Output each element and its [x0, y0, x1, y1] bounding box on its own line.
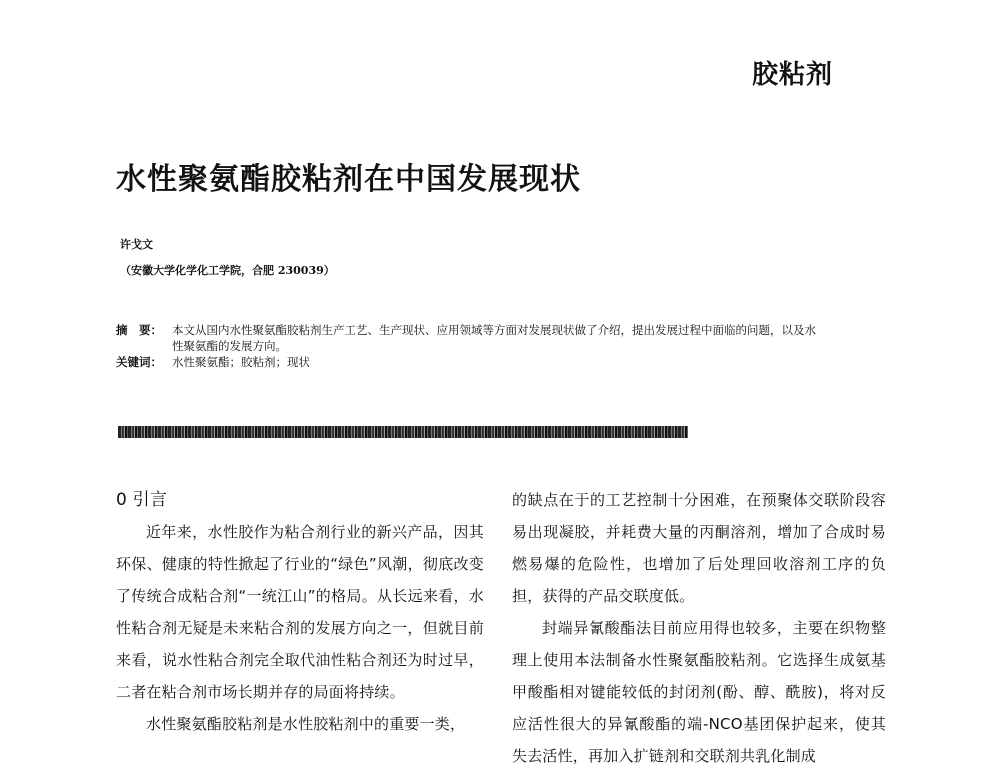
body-paragraph: 水性聚氨酯胶粘剂是水性胶粘剂中的重要一类， — [146, 715, 466, 733]
journal-section-label: 胶粘剂 — [752, 60, 834, 90]
author-name: 许戈文 — [120, 238, 153, 251]
body-column-left — [116, 484, 484, 740]
paper-title: 水性聚氨酯胶粘剂在中国发展现状 — [116, 162, 581, 197]
body-paragraph: 近年来，水性胶作为粘合剂行业的新兴产品，因其环保、健康的特性掀起了行业的“绿色”风潮，彻底改变了传统合成粘合剂“一统江山”的格局。从长远来看，水性粘合剂无疑是未来粘合剂的发展方向之一，但就目前来看，说水性粘合剂完全取代油性粘合剂还为时过早，二者在粘合剂市场长期并存的局面将持续。 — [116, 523, 484, 701]
section-heading: 0 引言 — [116, 490, 168, 510]
keywords-row — [116, 354, 816, 370]
body-paragraph: 的缺点在于的工艺控制十分困难，在预聚体交联阶段容易出现凝胶，并耗费大量的丙酮溶剂，增加了合成时易燃易爆的危险性，也增加了后处理回收溶剂工序的负担，获得的产品交联度低。 — [512, 491, 886, 605]
author-affiliation: （安徽大学化学化工学院，合肥 230039） — [120, 264, 335, 277]
section-divider-bar — [118, 426, 688, 438]
keywords-label: 关键词： — [116, 355, 162, 369]
abstract-label: 摘 要： — [116, 323, 162, 337]
abstract-block — [116, 322, 816, 370]
body-paragraph: 封端异氰酸酯法目前应用得也较多，主要在织物整理上使用本法制备水性聚氨酯胶粘剂。它选择生成氨基甲酸酯相对键能较低的封闭剂(酚、醇、酰胺)，将对反应活性很大的异氰酸酯的端-NCO基团保护起来，使其失去活性，再加入扩链剂和交联剂共乳化制成 — [512, 619, 886, 765]
keywords-text: 水性聚氨酯；胶粘剂；现状 — [172, 355, 310, 369]
abstract-text: 本文从国内水性聚氨酯胶粘剂生产工艺、生产现状、应用领域等方面对发展现状做了介绍，提出发展过程中面临的问题，以及水性聚氨酯的发展方向。 — [172, 323, 816, 353]
body-column-right — [512, 484, 886, 772]
abstract-row — [116, 322, 816, 354]
